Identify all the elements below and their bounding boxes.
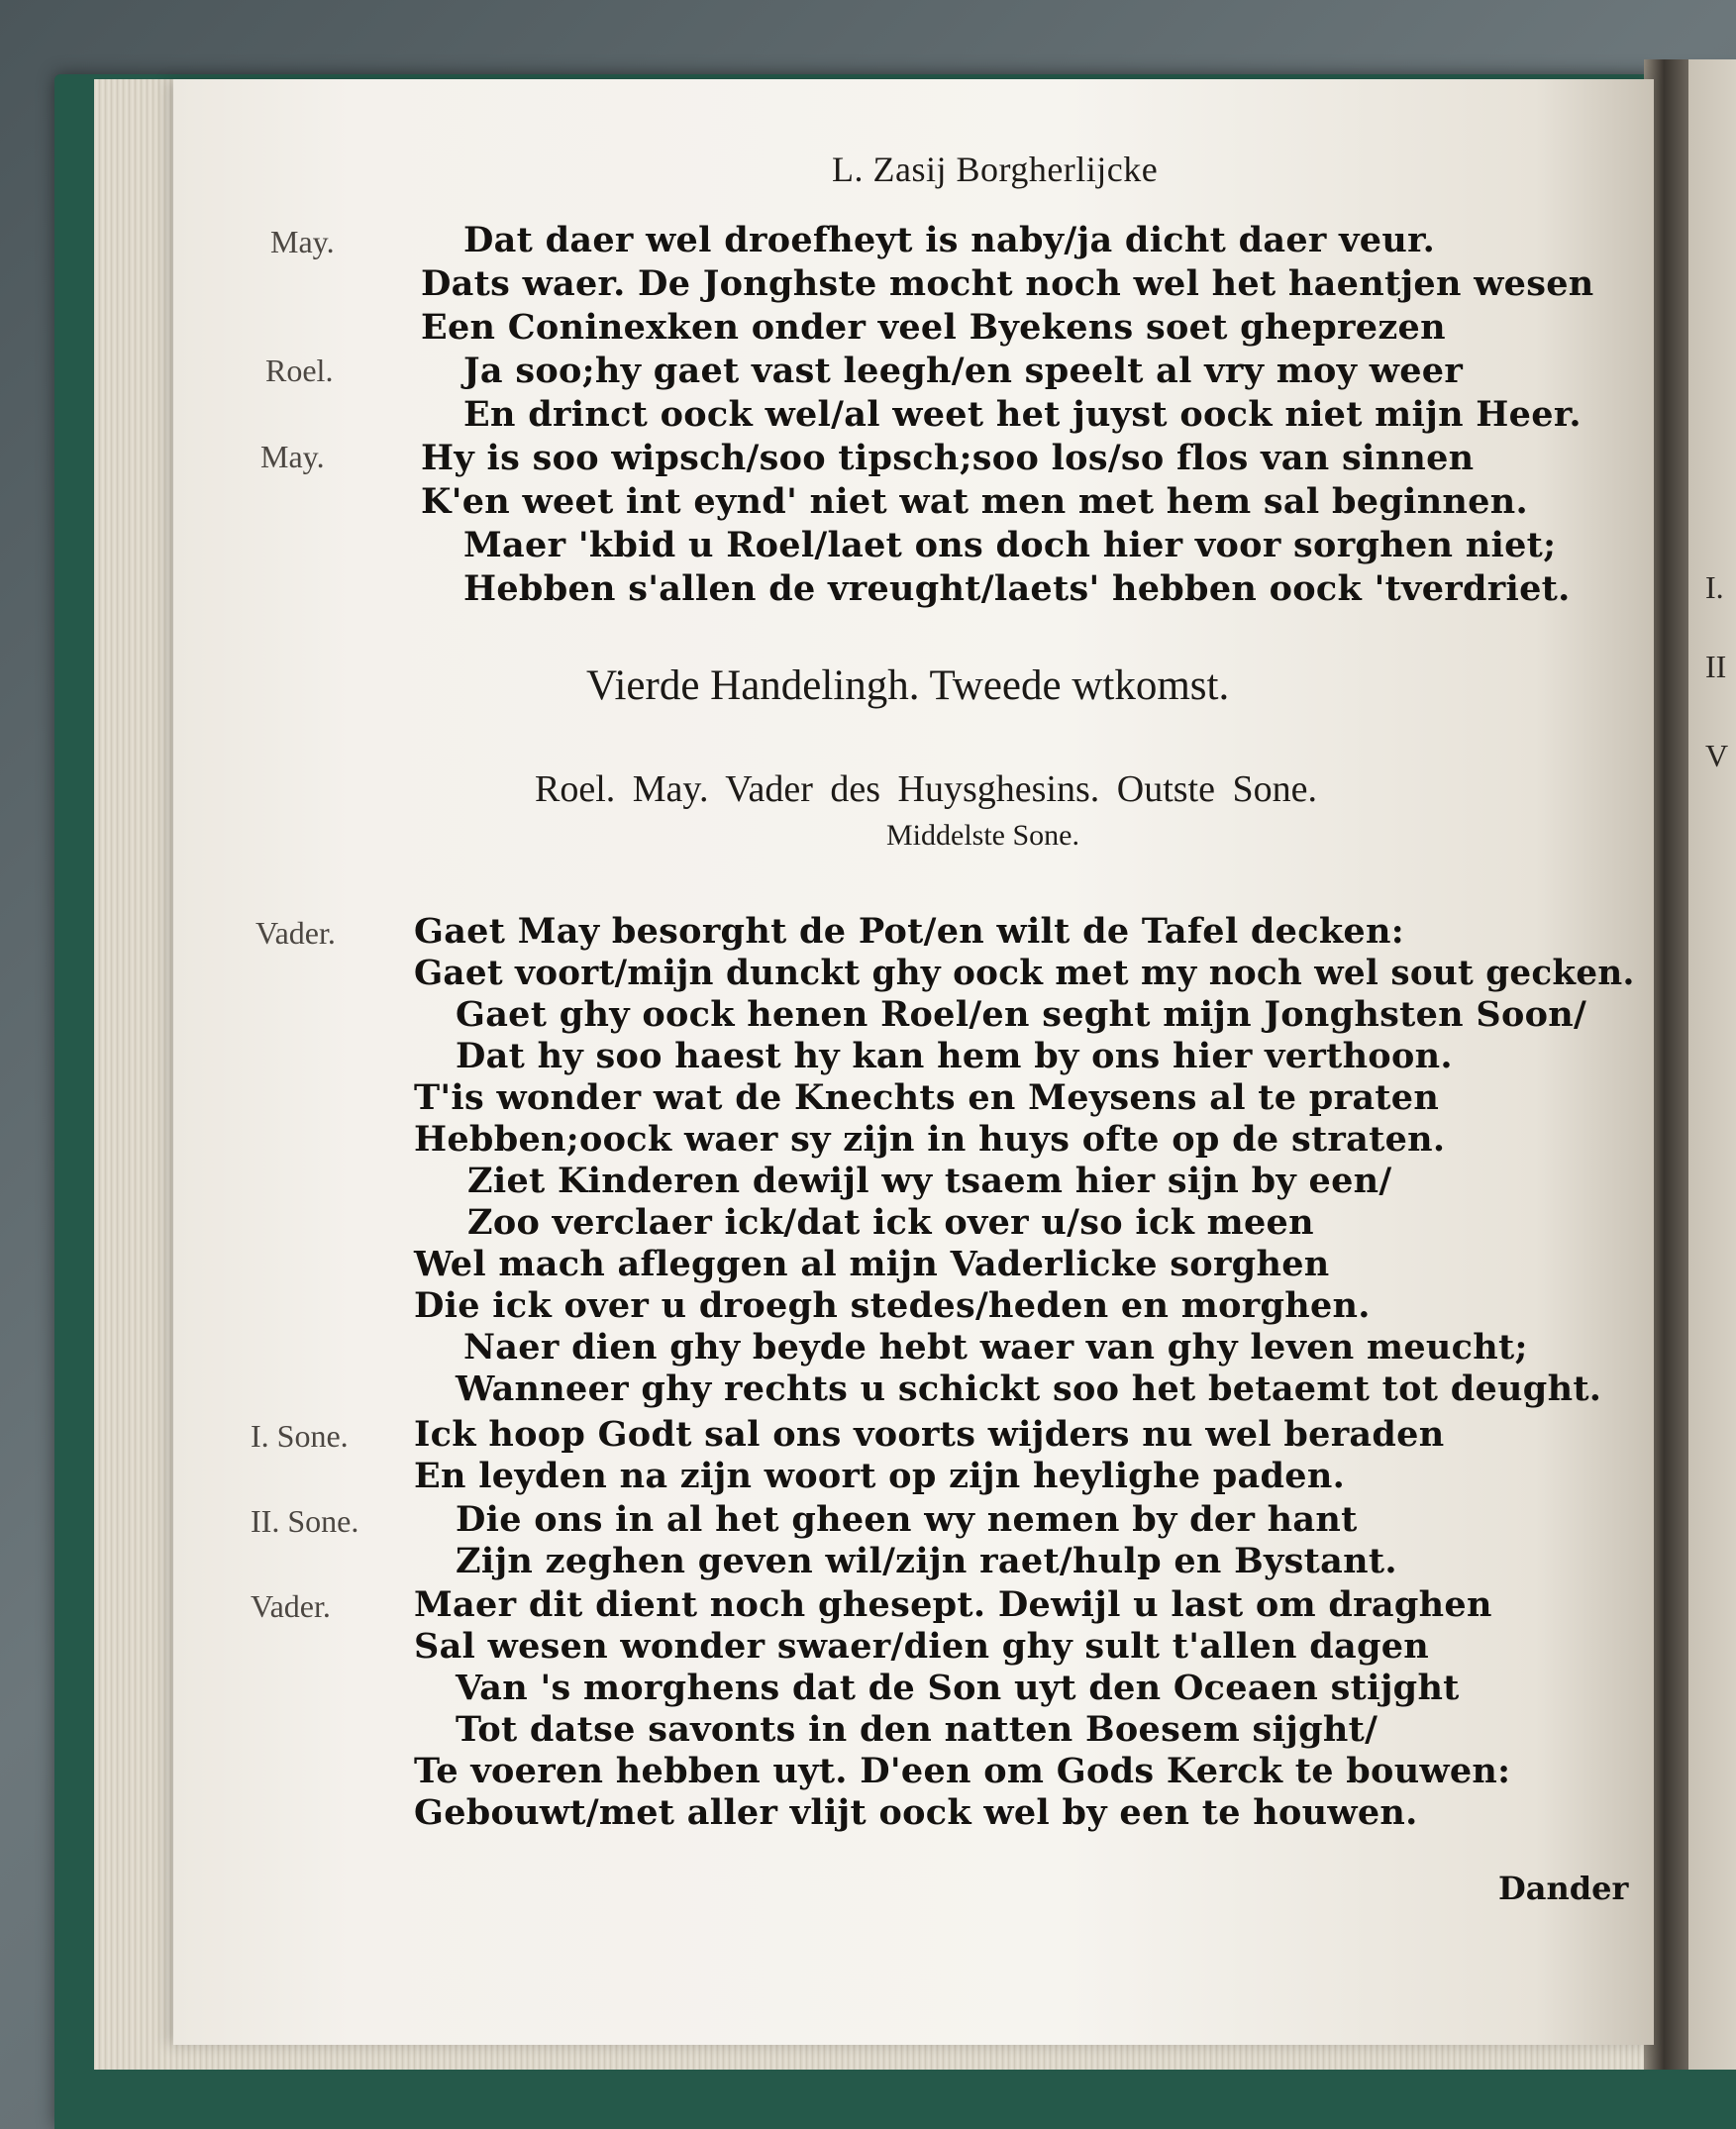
facing-page-mark: II	[1705, 649, 1727, 684]
verse-line: K'en weet int eynd' niet wat men met hem sal beginnen.	[421, 481, 1528, 522]
facing-page-mark: I.	[1705, 569, 1724, 605]
verse-line: Dat hy soo haest hy kan hem by ons hier verthoon.	[456, 1036, 1453, 1076]
facing-page-edge	[1684, 59, 1736, 2070]
verse-line: Die ons in al het gheen wy nemen by der hant	[456, 1499, 1358, 1540]
verse-line: Gaet May besorght de Pot/en wilt de Tafel decken:	[414, 911, 1404, 952]
verse-line: T'is wonder wat de Knechts en Meysens al te praten	[414, 1077, 1440, 1118]
verse-line: Gaet ghy oock henen Roel/en seght mijn Jonghsten Soon/	[456, 994, 1587, 1035]
verse-line: Die ick over u droegh stedes/heden en morghen.	[414, 1285, 1371, 1326]
speaker-label: Roel.	[265, 353, 334, 388]
verse-line: Wel mach afleggen al mijn Vaderlicke sorghen	[414, 1244, 1330, 1284]
dramatis-personae-continued: Middelste Sone.	[886, 819, 1079, 852]
verse-line: Dats waer. De Jonghste mocht noch wel het haentjen wesen	[421, 263, 1594, 304]
verse-line: Hy is soo wipsch/soo tipsch;soo los/so flos van sinnen	[421, 438, 1475, 478]
verse-line: Wanneer ghy rechts u schickt soo het betaemt tot deught.	[456, 1369, 1602, 1409]
verse-line: Gaet voort/mijn dunckt ghy oock met my noch wel sout gecken.	[414, 953, 1635, 993]
verse-line: Hebben;oock waer sy zijn in huys ofte op de straten.	[414, 1119, 1446, 1160]
verse-line: Te voeren hebben uyt. D'een om Gods Kerck te bouwen:	[414, 1751, 1511, 1791]
catchword: Dander	[1498, 1870, 1629, 1907]
verse-line: Maer dit dient noch ghesept. Dewijl u last om draghen	[414, 1584, 1492, 1625]
verse-line: Ick hoop Godt sal ons voorts wijders nu wel beraden	[414, 1414, 1445, 1455]
verse-line: Gebouwt/met aller vlijt oock wel by een te houwen.	[414, 1792, 1418, 1833]
verse-line: Van 's morghens dat de Son uyt den Oceaen stijght	[456, 1668, 1460, 1708]
speaker-label: II. Sone.	[251, 1503, 359, 1539]
verse-line: Naer dien ghy beyde hebt waer van ghy leven meucht;	[463, 1327, 1528, 1368]
speaker-label: Vader.	[255, 915, 336, 951]
verse-line: En leyden na zijn woort op zijn heylighe paden.	[414, 1456, 1346, 1496]
verse-line: Tot datse savonts in den natten Boesem sijght/	[456, 1709, 1379, 1750]
dramatis-personae: Roel. May. Vader des Huysghesins. Outste Sone.	[535, 768, 1317, 810]
verse-line: Ziet Kinderen dewijl wy tsaem hier sijn by een/	[467, 1161, 1392, 1201]
verse-line: Hebben s'allen de vreught/laets' hebben oock 'tverdriet.	[463, 568, 1571, 609]
running-head: L. Zasij Borgherlijcke	[832, 150, 1159, 189]
speaker-label: May.	[270, 224, 335, 259]
speaker-label: Vader.	[251, 1588, 331, 1624]
verse-line: Dat daer wel droefheyt is naby/ja dicht daer veur.	[463, 220, 1436, 260]
verse-line: Een Coninexken onder veel Byekens soet gheprezen	[421, 307, 1446, 348]
verse-line: Zoo verclaer ick/dat ick over u/so ick meen	[467, 1202, 1314, 1243]
verse-line: Maer 'kbid u Roel/laet ons doch hier voor sorghen niet;	[463, 525, 1557, 565]
speaker-label: May.	[260, 439, 325, 474]
scene-heading: Vierde Handelingh. Tweede wtkomst.	[586, 662, 1230, 709]
verse-line: Zijn zeghen geven wil/zijn raet/hulp en Bystant.	[456, 1541, 1397, 1581]
facing-page-mark: V	[1705, 738, 1729, 773]
verse-line: Ja soo;hy gaet vast leegh/en speelt al vry moy weer	[463, 351, 1464, 391]
verse-line: En drinct oock wel/al weet het juyst oock niet mijn Heer.	[463, 394, 1582, 435]
speaker-label: I. Sone.	[251, 1418, 349, 1454]
verse-line: Sal wesen wonder swaer/dien ghy sult t'allen dagen	[414, 1626, 1430, 1667]
